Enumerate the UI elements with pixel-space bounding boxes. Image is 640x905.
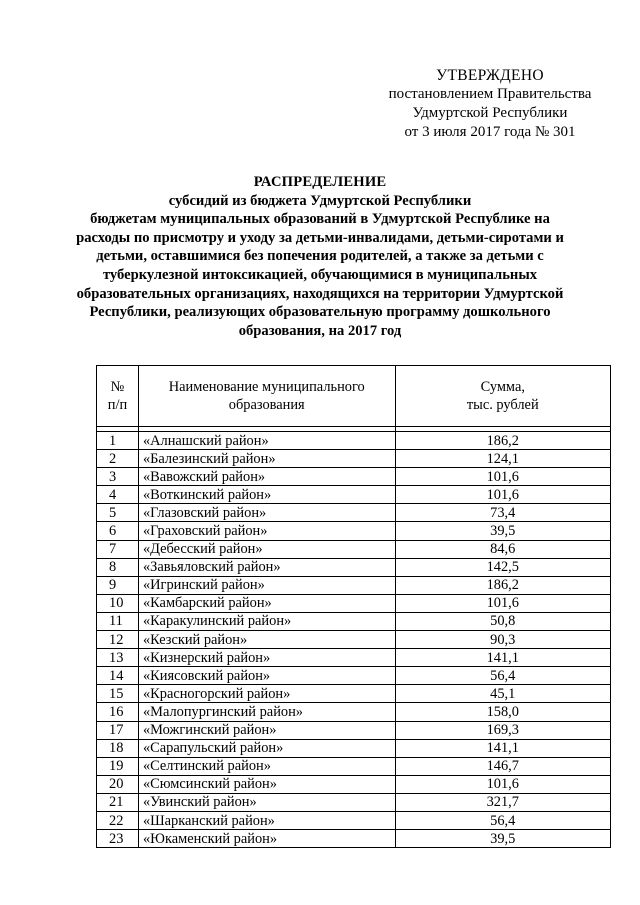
row-sum: 39,5 — [395, 522, 610, 540]
row-number: 1 — [97, 432, 139, 450]
table-row — [97, 703, 611, 721]
table-header — [97, 366, 611, 432]
row-number: 17 — [97, 721, 139, 739]
row-municipality: «Шарканский район» — [138, 811, 395, 829]
table-row — [97, 468, 611, 486]
row-sum: 186,2 — [395, 576, 610, 594]
approval-block — [360, 66, 620, 142]
approval-title: УТВЕРЖДЕНО — [436, 67, 544, 84]
table-row — [97, 685, 611, 703]
table-row — [97, 793, 611, 811]
row-sum: 101,6 — [395, 486, 610, 504]
row-municipality: «Балезинский район» — [138, 450, 395, 468]
row-municipality: «Сарапульский район» — [138, 739, 395, 757]
row-number: 18 — [97, 739, 139, 757]
header-sum-line2: тыс. рублей — [466, 397, 539, 413]
row-sum: 56,4 — [395, 667, 610, 685]
table-row — [97, 540, 611, 558]
row-sum: 73,4 — [395, 504, 610, 522]
row-municipality: «Завьяловский район» — [138, 558, 395, 576]
row-municipality: «Граховский район» — [138, 522, 395, 540]
row-sum: 186,2 — [395, 432, 610, 450]
row-sum: 169,3 — [395, 721, 610, 739]
header-sum — [395, 366, 610, 427]
table-row — [97, 775, 611, 793]
row-municipality: «Малопургинский район» — [138, 703, 395, 721]
approval-issuer: постановлением Правительства — [388, 86, 592, 102]
row-number: 19 — [97, 757, 139, 775]
row-number: 15 — [97, 685, 139, 703]
row-sum: 141,1 — [395, 739, 610, 757]
row-municipality: «Юкаменский район» — [138, 830, 395, 848]
table-body — [97, 432, 611, 848]
row-number: 4 — [97, 486, 139, 504]
row-number: 14 — [97, 667, 139, 685]
row-number: 9 — [97, 576, 139, 594]
row-number: 21 — [97, 793, 139, 811]
row-number: 10 — [97, 594, 139, 612]
table-row — [97, 594, 611, 612]
row-municipality: «Кизнерский район» — [138, 649, 395, 667]
row-municipality: «Киясовский район» — [138, 667, 395, 685]
table-row — [97, 830, 611, 848]
row-sum: 124,1 — [395, 450, 610, 468]
row-sum: 39,5 — [395, 830, 610, 848]
row-municipality: «Воткинский район» — [138, 486, 395, 504]
row-number: 11 — [97, 612, 139, 630]
table-row — [97, 757, 611, 775]
row-number: 2 — [97, 450, 139, 468]
title-line: расходы по присмотру и уходу за детьми-инвалидами, детьми-сиротами и — [76, 229, 564, 246]
table-row — [97, 667, 611, 685]
row-number: 7 — [97, 540, 139, 558]
header-number — [97, 366, 139, 427]
row-number: 23 — [97, 830, 139, 848]
title-line: туберкулезной интоксикацией, обучающимися в муниципальных — [102, 266, 538, 283]
title-line: субсидий из бюджета Удмуртской Республики — [168, 192, 472, 209]
row-sum: 142,5 — [395, 558, 610, 576]
row-sum: 146,7 — [395, 757, 610, 775]
document-title — [76, 173, 564, 340]
row-number: 20 — [97, 775, 139, 793]
table-row — [97, 486, 611, 504]
title-line: образования, на 2017 год — [238, 322, 402, 339]
table-row — [97, 739, 611, 757]
row-sum: 90,3 — [395, 631, 610, 649]
header-municipality-line2: образования — [228, 397, 305, 413]
row-number: 22 — [97, 811, 139, 829]
title-line: образовательных организациях, находящихся на территории Удмуртской — [76, 285, 564, 302]
title-line: Республики, реализующих образовательную программу дошкольного — [89, 304, 551, 321]
title-line: детьми, оставшимися без попечения родителей, а также за детьми с — [96, 248, 544, 265]
document-heading: РАСПРЕДЕЛЕНИЕ — [253, 174, 387, 190]
row-municipality: «Красногорский район» — [138, 685, 395, 703]
row-sum: 84,6 — [395, 540, 610, 558]
row-sum: 101,6 — [395, 775, 610, 793]
row-sum: 45,1 — [395, 685, 610, 703]
table-row — [97, 450, 611, 468]
row-municipality: «Глазовский район» — [138, 504, 395, 522]
header-municipality — [138, 366, 395, 427]
header-number-line1: № — [110, 379, 125, 395]
row-sum: 101,6 — [395, 594, 610, 612]
table-row — [97, 522, 611, 540]
row-municipality: «Дебесский район» — [138, 540, 395, 558]
table-row — [97, 649, 611, 667]
row-number: 13 — [97, 649, 139, 667]
row-number: 5 — [97, 504, 139, 522]
table-row — [97, 631, 611, 649]
row-number: 6 — [97, 522, 139, 540]
row-municipality: «Каракулинский район» — [138, 612, 395, 630]
row-number: 16 — [97, 703, 139, 721]
row-number: 8 — [97, 558, 139, 576]
row-municipality: «Можгинский район» — [138, 721, 395, 739]
approval-date: от 3 июля 2017 года № 301 — [404, 124, 576, 140]
table-row — [97, 612, 611, 630]
row-municipality: «Алнашский район» — [138, 432, 395, 450]
header-number-line2: п/п — [107, 397, 128, 413]
allocation-table — [96, 365, 611, 848]
row-municipality: «Кезский район» — [138, 631, 395, 649]
row-number: 12 — [97, 631, 139, 649]
row-sum: 141,1 — [395, 649, 610, 667]
row-sum: 101,6 — [395, 468, 610, 486]
table-row — [97, 811, 611, 829]
row-municipality: «Увинский район» — [138, 793, 395, 811]
table-row — [97, 432, 611, 450]
row-municipality: «Игринский район» — [138, 576, 395, 594]
table-row — [97, 504, 611, 522]
header-municipality-line1: Наименование муниципального — [168, 379, 365, 395]
row-municipality: «Камбарский район» — [138, 594, 395, 612]
header-sum-line1: Сумма, — [480, 379, 525, 395]
table-row — [97, 576, 611, 594]
row-municipality: «Сюмсинский район» — [138, 775, 395, 793]
row-sum: 56,4 — [395, 811, 610, 829]
table-row — [97, 721, 611, 739]
row-sum: 158,0 — [395, 703, 610, 721]
row-municipality: «Селтинский район» — [138, 757, 395, 775]
row-number: 3 — [97, 468, 139, 486]
title-line: бюджетам муниципальных образований в Удмуртской Республике на — [90, 211, 550, 228]
row-municipality: «Вавожский район» — [138, 468, 395, 486]
approval-government: Удмуртской Республики — [412, 105, 568, 121]
row-sum: 321,7 — [395, 793, 610, 811]
row-sum: 50,8 — [395, 612, 610, 630]
table-row — [97, 558, 611, 576]
